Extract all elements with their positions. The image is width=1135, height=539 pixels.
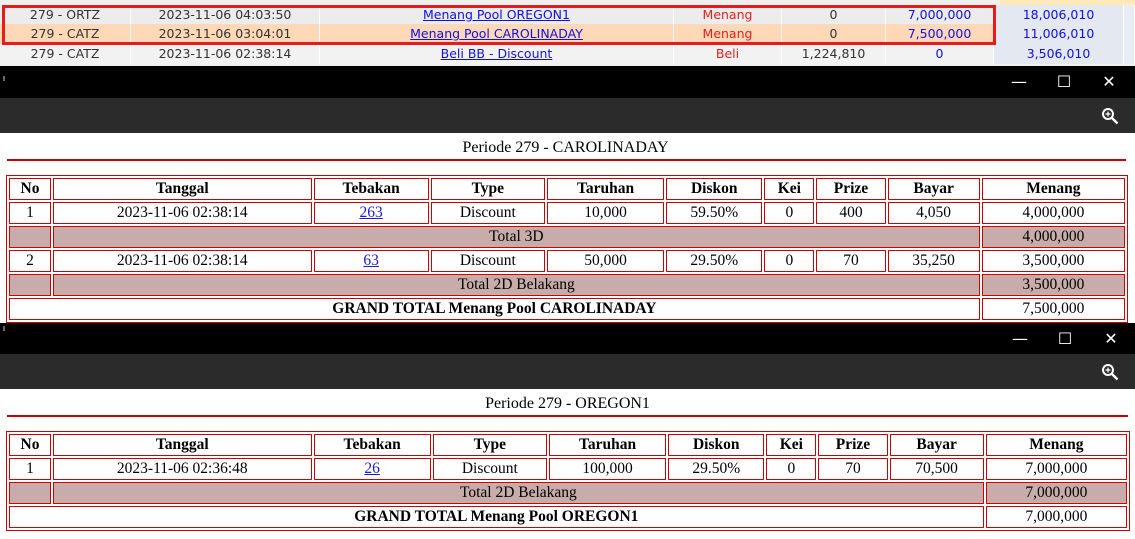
cell-tanggal: 2023-11-06 02:38:14	[53, 202, 311, 224]
window-titlebar	[0, 66, 1135, 98]
subtotal-value: 3,500,000	[982, 274, 1125, 296]
ledger-debit: 1,224,810	[782, 44, 886, 64]
window-titlebar	[0, 323, 1135, 355]
cell-diskon: 29.50%	[666, 250, 762, 272]
cell-tanggal: 2023-11-06 02:36:48	[53, 458, 311, 480]
ledger-periode: 279 - CATZ	[0, 44, 131, 64]
cell-prize: 70	[816, 250, 885, 272]
header-taruhan: Taruhan	[549, 434, 666, 456]
result-table	[6, 175, 1128, 323]
header-tebakan: Tebakan	[314, 434, 431, 456]
cell-tanggal: 2023-11-06 02:38:14	[53, 250, 311, 272]
cell-menang: 7,000,000	[986, 458, 1127, 480]
transaction-ledger	[0, 0, 1135, 66]
table-row	[9, 202, 1125, 224]
ledger-periode: 279 - CATZ	[0, 24, 131, 44]
grand-total-row	[9, 298, 1125, 320]
ledger-periode: 279 - ORTZ	[0, 5, 131, 25]
zoom-icon[interactable]	[1101, 363, 1121, 383]
table-header-row	[9, 434, 1127, 456]
header-diskon: Diskon	[666, 178, 762, 200]
subtotal-spacer	[9, 274, 51, 296]
ledger-row	[0, 44, 1135, 64]
cell-type: Discount	[433, 458, 547, 480]
header-tanggal: Tanggal	[53, 178, 311, 200]
header-taruhan: Taruhan	[547, 178, 664, 200]
ledger-balance: 18,006,010	[994, 5, 1124, 25]
cell-kei: 0	[766, 458, 816, 480]
cell-bayar: 35,250	[888, 250, 980, 272]
header-bayar: Bayar	[890, 434, 984, 456]
subtotal-row	[9, 226, 1125, 248]
ledger-datetime: 2023-11-06 02:38:14	[131, 44, 320, 64]
header-no: No	[9, 178, 51, 200]
header-no: No	[9, 434, 51, 456]
ledger-credit: 7,000,000	[886, 5, 994, 25]
subtotal-label: Total 3D	[53, 226, 980, 248]
cell-taruhan: 10,000	[547, 202, 664, 224]
grand-total-value: 7,000,000	[986, 506, 1127, 528]
ledger-credit: 0	[886, 44, 994, 64]
cell-taruhan: 50,000	[547, 250, 664, 272]
header-menang: Menang	[986, 434, 1127, 456]
cell-bayar: 70,500	[890, 458, 984, 480]
header-tebakan: Tebakan	[314, 178, 429, 200]
subtotal-value: 4,000,000	[982, 226, 1125, 248]
header-bayar: Bayar	[888, 178, 980, 200]
cell-kei: 0	[764, 250, 814, 272]
cell-diskon: 29.50%	[668, 458, 764, 480]
window-toolbar	[0, 98, 1135, 133]
ledger-spacer	[1124, 24, 1135, 44]
tebakan-link[interactable]: 26	[364, 460, 380, 477]
ledger-datetime: 2023-11-06 03:04:01	[131, 24, 320, 44]
cell-no: 1	[9, 458, 51, 480]
report-title: Periode 279 - OREGON1	[485, 395, 650, 412]
header-tanggal: Tanggal	[53, 434, 311, 456]
tebakan-link[interactable]: 63	[363, 252, 379, 269]
cell-prize: 400	[816, 202, 885, 224]
ledger-debit: 0	[782, 5, 886, 25]
grand-total-label: GRAND TOTAL Menang Pool CAROLINADAY	[9, 298, 980, 320]
subtotal-value: 7,000,000	[986, 482, 1127, 504]
ledger-debit: 0	[782, 24, 886, 44]
maximize-icon[interactable]: ☐	[1056, 72, 1072, 91]
cell-no: 2	[9, 250, 51, 272]
cell-type: Discount	[431, 202, 545, 224]
ledger-description-link[interactable]: Menang Pool CAROLINADAY	[410, 26, 583, 41]
cell-diskon: 59.50%	[666, 202, 762, 224]
header-menang: Menang	[982, 178, 1125, 200]
cell-bayar: 4,050	[888, 202, 980, 224]
ledger-spacer	[1124, 44, 1135, 64]
minimize-icon[interactable]: —	[1011, 72, 1027, 91]
table-row	[9, 250, 1125, 272]
title-rule	[7, 415, 1128, 417]
header-prize: Prize	[816, 178, 885, 200]
window-toolbar	[0, 354, 1135, 389]
cell-menang: 4,000,000	[982, 202, 1125, 224]
cell-no: 1	[9, 202, 51, 224]
report-carolinaday	[0, 133, 1135, 324]
ledger-status: Menang	[674, 5, 782, 25]
header-kei: Kei	[766, 434, 816, 456]
cell-kei: 0	[764, 202, 814, 224]
header-type: Type	[433, 434, 547, 456]
grand-total-label: GRAND TOTAL Menang Pool OREGON1	[9, 506, 984, 528]
header-type: Type	[431, 178, 545, 200]
grand-total-value: 7,500,000	[982, 298, 1125, 320]
ledger-description-link[interactable]: Menang Pool OREGON1	[423, 7, 570, 22]
tebakan-link[interactable]: 263	[359, 204, 383, 221]
ledger-status: Menang	[674, 24, 782, 44]
window-edge-mark	[3, 76, 5, 81]
ledger-credit: 7,500,000	[886, 24, 994, 44]
table-row	[9, 458, 1127, 480]
minimize-icon[interactable]: —	[1012, 329, 1028, 348]
highlight-annotation-box	[2, 5, 996, 45]
subtotal-label: Total 2D Belakang	[53, 482, 984, 504]
result-table	[6, 431, 1130, 531]
header-kei: Kei	[764, 178, 814, 200]
ledger-datetime: 2023-11-06 04:03:50	[131, 5, 320, 25]
subtotal-spacer	[9, 226, 51, 248]
ledger-spacer	[1124, 5, 1135, 25]
ledger-description-link[interactable]: Beli BB - Discount	[440, 46, 553, 61]
cell-prize: 70	[818, 458, 887, 480]
cell-menang: 3,500,000	[982, 250, 1125, 272]
maximize-icon[interactable]: ☐	[1057, 329, 1073, 348]
subtotal-row	[9, 482, 1127, 504]
cell-type: Discount	[431, 250, 545, 272]
ledger-balance: 3,506,010	[994, 44, 1124, 64]
grand-total-row	[9, 506, 1127, 528]
subtotal-spacer	[9, 482, 51, 504]
report-oregon1	[0, 389, 1135, 539]
ledger-balance: 11,006,010	[994, 24, 1124, 44]
subtotal-row	[9, 274, 1125, 296]
zoom-icon[interactable]	[1101, 107, 1121, 127]
window-edge-mark	[3, 326, 5, 331]
ledger-status: Beli	[674, 44, 782, 64]
close-icon[interactable]: ✕	[1104, 329, 1118, 348]
table-header-row	[9, 178, 1125, 200]
title-rule	[7, 159, 1126, 161]
header-prize: Prize	[818, 434, 887, 456]
close-icon[interactable]: ✕	[1102, 72, 1116, 91]
subtotal-label: Total 2D Belakang	[53, 274, 980, 296]
header-diskon: Diskon	[668, 434, 764, 456]
report-title: Periode 279 - CAROLINADAY	[462, 139, 669, 156]
cell-taruhan: 100,000	[549, 458, 666, 480]
